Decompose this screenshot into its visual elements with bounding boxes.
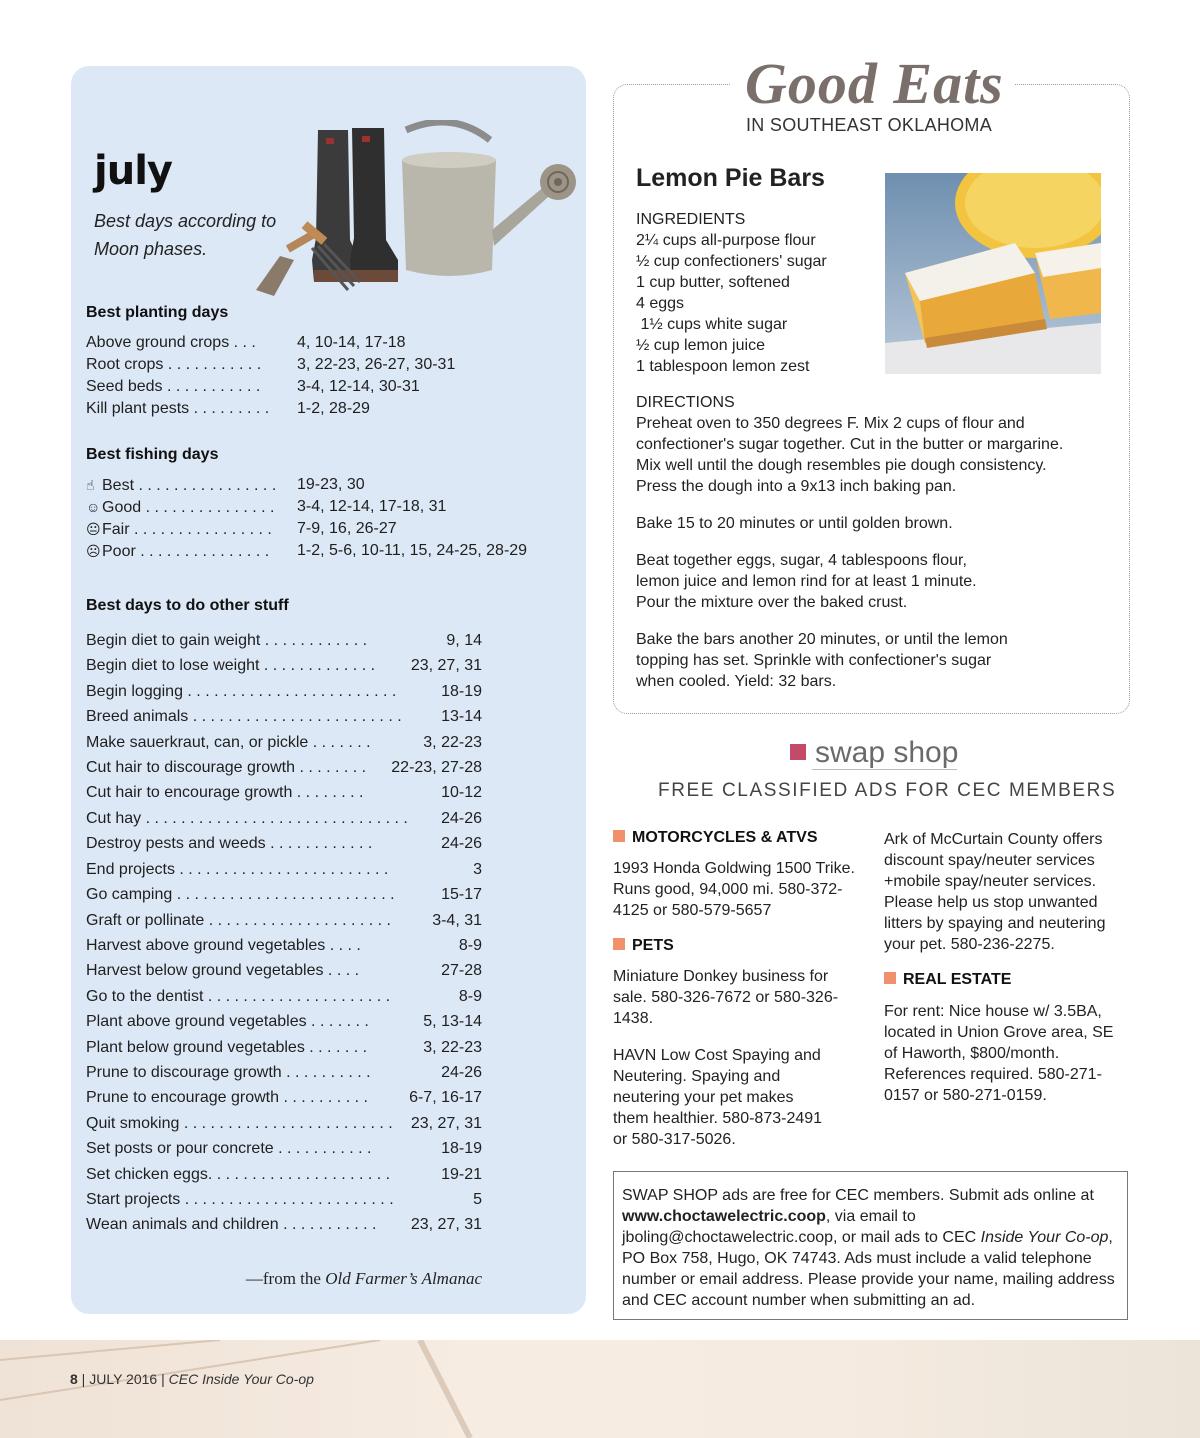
other-row: Set chicken eggs. . . . . . . . . . . . . . . . . . . . . 19-21 — [86, 1166, 482, 1183]
ingredient-item: ½ cup lemon juice — [636, 337, 765, 354]
classified-ad: Miniature Donkey business for sale. 580-326-7672 or 580-326-1438. — [613, 968, 839, 1027]
ingredient-item: 1 cup butter, softened — [636, 274, 790, 291]
directions-step: Beat together eggs, sugar, 4 tablespoons flour, lemon juice and lemon rind for at least 1 minute. Pour the mixture over the baked crust. — [636, 552, 977, 611]
lemon-bars-photo — [885, 173, 1101, 374]
other-row: Plant above ground vegetables . . . . . . . 5, 13-14 — [86, 1013, 482, 1030]
other-row: Cut hay . . . . . . . . . . . . . . . . . . . . . . . . . . . . . . 24-26 — [86, 810, 482, 827]
fishing-row: ☺ Good . . . . . . . . . . . . . . . 3-4, 12-14, 17-18, 31 — [86, 498, 447, 516]
square-bullet-icon — [613, 830, 625, 842]
garden-tools-illustration — [252, 120, 582, 300]
category-heading: MOTORCYCLES & ATVS — [613, 829, 818, 847]
ingredient-item: 2¼ cups all-purpose flour — [636, 232, 816, 249]
classified-ad: For rent: Nice house w/ 3.5BA, located in Union Grove area, SE of Haworth, $800/month. References required. 580-271-0157 or 580-271-0159. — [884, 1003, 1114, 1104]
almanac-source: —from the Old Farmer’s Almanac — [245, 1269, 482, 1288]
submission-note: SWAP SHOP ads are free for CEC members. Submit ads online at www.choctawelectric.coop, via email to jboling@choctawelectric.coop, or mail ads to CEC Inside Your Co-op, PO Box 758, Hugo, OK 74743. Ads must include a valid telephone number or email address. Please provide your name, mailing address and CEC account number when submitting an ad. — [622, 1187, 1115, 1309]
divider — [812, 769, 957, 770]
almanac-subtitle: Best days according to Moon phases. — [94, 211, 277, 259]
swap-shop-title: swap shop — [790, 736, 958, 770]
directions-step: Bake 15 to 20 minutes or until golden brown. — [636, 515, 953, 532]
pointing-hand-icon: ☝ — [86, 477, 95, 493]
good-eats-subtitle: IN SOUTHEAST OKLAHOMA — [746, 115, 993, 135]
other-row: Harvest above ground vegetables . . . . 8-9 — [86, 937, 482, 954]
other-row: Go camping . . . . . . . . . . . . . . . . . . . . . . . . . 15-17 — [86, 886, 482, 903]
footer-text: 8 | JULY 2016 | CEC Inside Your Co-op — [70, 1371, 314, 1387]
other-row: Wean animals and children . . . . . . . . . . . 23, 27, 31 — [86, 1216, 482, 1233]
power-line-graphic — [0, 1340, 1200, 1438]
ingredient-item: ½ cup confectioners' sugar — [636, 253, 827, 270]
classified-ad: HAVN Low Cost Spaying and Neutering. Spaying and neutering your pet makes them healthier. 580-873-2491 or 580-317-5026. — [613, 1047, 823, 1148]
other-row: Make sauerkraut, can, or pickle . . . . . . . 3, 22-23 — [86, 734, 482, 751]
website-link[interactable]: www.choctawelectric.coop — [622, 1208, 826, 1225]
square-bullet-icon — [790, 744, 806, 760]
other-row: Breed animals . . . . . . . . . . . . . . . . . . . . . . . . 13-14 — [86, 708, 482, 725]
planting-row: Kill plant pests . . . . . . . . . 1-2, 28-29 — [86, 400, 370, 417]
footer-band — [0, 1340, 1200, 1438]
other-row: Prune to encourage growth . . . . . . . . . . 6-7, 16-17 — [86, 1089, 482, 1106]
planting-row: Above ground crops . . . 4, 10-14, 17-18 — [86, 334, 406, 351]
other-row: End projects . . . . . . . . . . . . . . . . . . . . . . . . 3 — [86, 861, 482, 878]
classified-ad: 1993 Honda Goldwing 1500 Trike. Runs good, 94,000 mi. 580-372-4125 or 580-579-5657 — [613, 860, 855, 919]
other-row: Go to the dentist . . . . . . . . . . . . . . . . . . . . . 8-9 — [86, 988, 482, 1005]
planting-row: Seed beds . . . . . . . . . . . 3-4, 12-14, 30-31 — [86, 378, 420, 395]
almanac-title: july — [94, 148, 172, 194]
planting-row: Root crops . . . . . . . . . . . 3, 22-23, 26-27, 30-31 — [86, 356, 456, 373]
smiley-face-icon: ☺ — [86, 499, 101, 515]
directions-heading: DIRECTIONS — [636, 394, 735, 411]
other-row: Destroy pests and weeds . . . . . . . . . . . . 24-26 — [86, 835, 482, 852]
other-heading: Best days to do other stuff — [86, 597, 289, 614]
page-number: 8 — [70, 1371, 78, 1387]
directions-step: Preheat oven to 350 degrees F. Mix 2 cups of flour and confectioner's sugar together. Cut in the butter or margarine. Mix well until the dough resembles pie dough consistency. Press the dough into a 9x13 inch baking pan. — [636, 415, 1064, 495]
other-row: Begin diet to lose weight . . . . . . . . . . . . . 23, 27, 31 — [86, 657, 482, 674]
fishing-row: 😐Fair . . . . . . . . . . . . . . . . 7-9, 16, 26-27 — [86, 520, 397, 538]
other-row: Set posts or pour concrete . . . . . . . . . . . 18-19 — [86, 1140, 482, 1157]
other-row: Quit smoking . . . . . . . . . . . . . . . . . . . . . . . . 23, 27, 31 — [86, 1115, 482, 1132]
ingredients-heading: INGREDIENTS — [636, 211, 746, 228]
other-row: Prune to discourage growth . . . . . . . . . . 24-26 — [86, 1064, 482, 1081]
fishing-heading: Best fishing days — [86, 446, 219, 463]
ingredient-item: 1½ cups white sugar — [636, 316, 788, 333]
fishing-row: ☝ Best . . . . . . . . . . . . . . . . 19-23, 30 — [86, 476, 365, 494]
category-heading: PETS — [613, 937, 674, 955]
classified-ad: Ark of McCurtain County offers discount spay/neuter services +mobile spay/neuter services. Please help us stop unwanted litters by spaying and neutering your pet. 580-236-2275. — [884, 831, 1106, 953]
planting-heading: Best planting days — [86, 304, 229, 321]
other-row: Begin logging . . . . . . . . . . . . . . . . . . . . . . . . 18-19 — [86, 683, 482, 700]
fishing-row: ☹Poor . . . . . . . . . . . . . . . 1-2, 5-6, 10-11, 15, 24-25, 28-29 — [86, 542, 528, 560]
other-row: Cut hair to encourage growth . . . . . . . . 10-12 — [86, 784, 482, 801]
swap-shop-subtitle: FREE CLASSIFIED ADS FOR CEC MEMBERS — [658, 780, 1117, 801]
recipe-title: Lemon Pie Bars — [636, 164, 825, 192]
ingredient-item: 4 eggs — [636, 295, 685, 312]
other-row: Cut hair to discourage growth . . . . . . . . 22-23, 27-28 — [86, 759, 482, 776]
other-row: Begin diet to gain weight . . . . . . . . . . . . 9, 14 — [86, 632, 482, 649]
other-row: Start projects . . . . . . . . . . . . . . . . . . . . . . . . 5 — [86, 1191, 482, 1208]
directions-step: Bake the bars another 20 minutes, or until the lemon topping has set. Sprinkle with confectioner's sugar when cooled. Yield: 32 bars. — [636, 631, 1008, 690]
neutral-face-icon: 😐 — [86, 521, 101, 537]
other-row: Plant below ground vegetables . . . . . . . 3, 22-23 — [86, 1039, 482, 1056]
frowning-face-icon: ☹ — [86, 543, 101, 559]
square-bullet-icon — [613, 938, 625, 950]
good-eats-title: Good Eats — [745, 51, 1004, 116]
square-bullet-icon — [884, 972, 896, 984]
ingredient-item: 1 tablespoon lemon zest — [636, 358, 810, 375]
other-row: Graft or pollinate . . . . . . . . . . . . . . . . . . . . . 3-4, 31 — [86, 912, 482, 929]
category-heading: REAL ESTATE — [884, 971, 1011, 989]
other-row: Harvest below ground vegetables . . . . 27-28 — [86, 962, 482, 979]
